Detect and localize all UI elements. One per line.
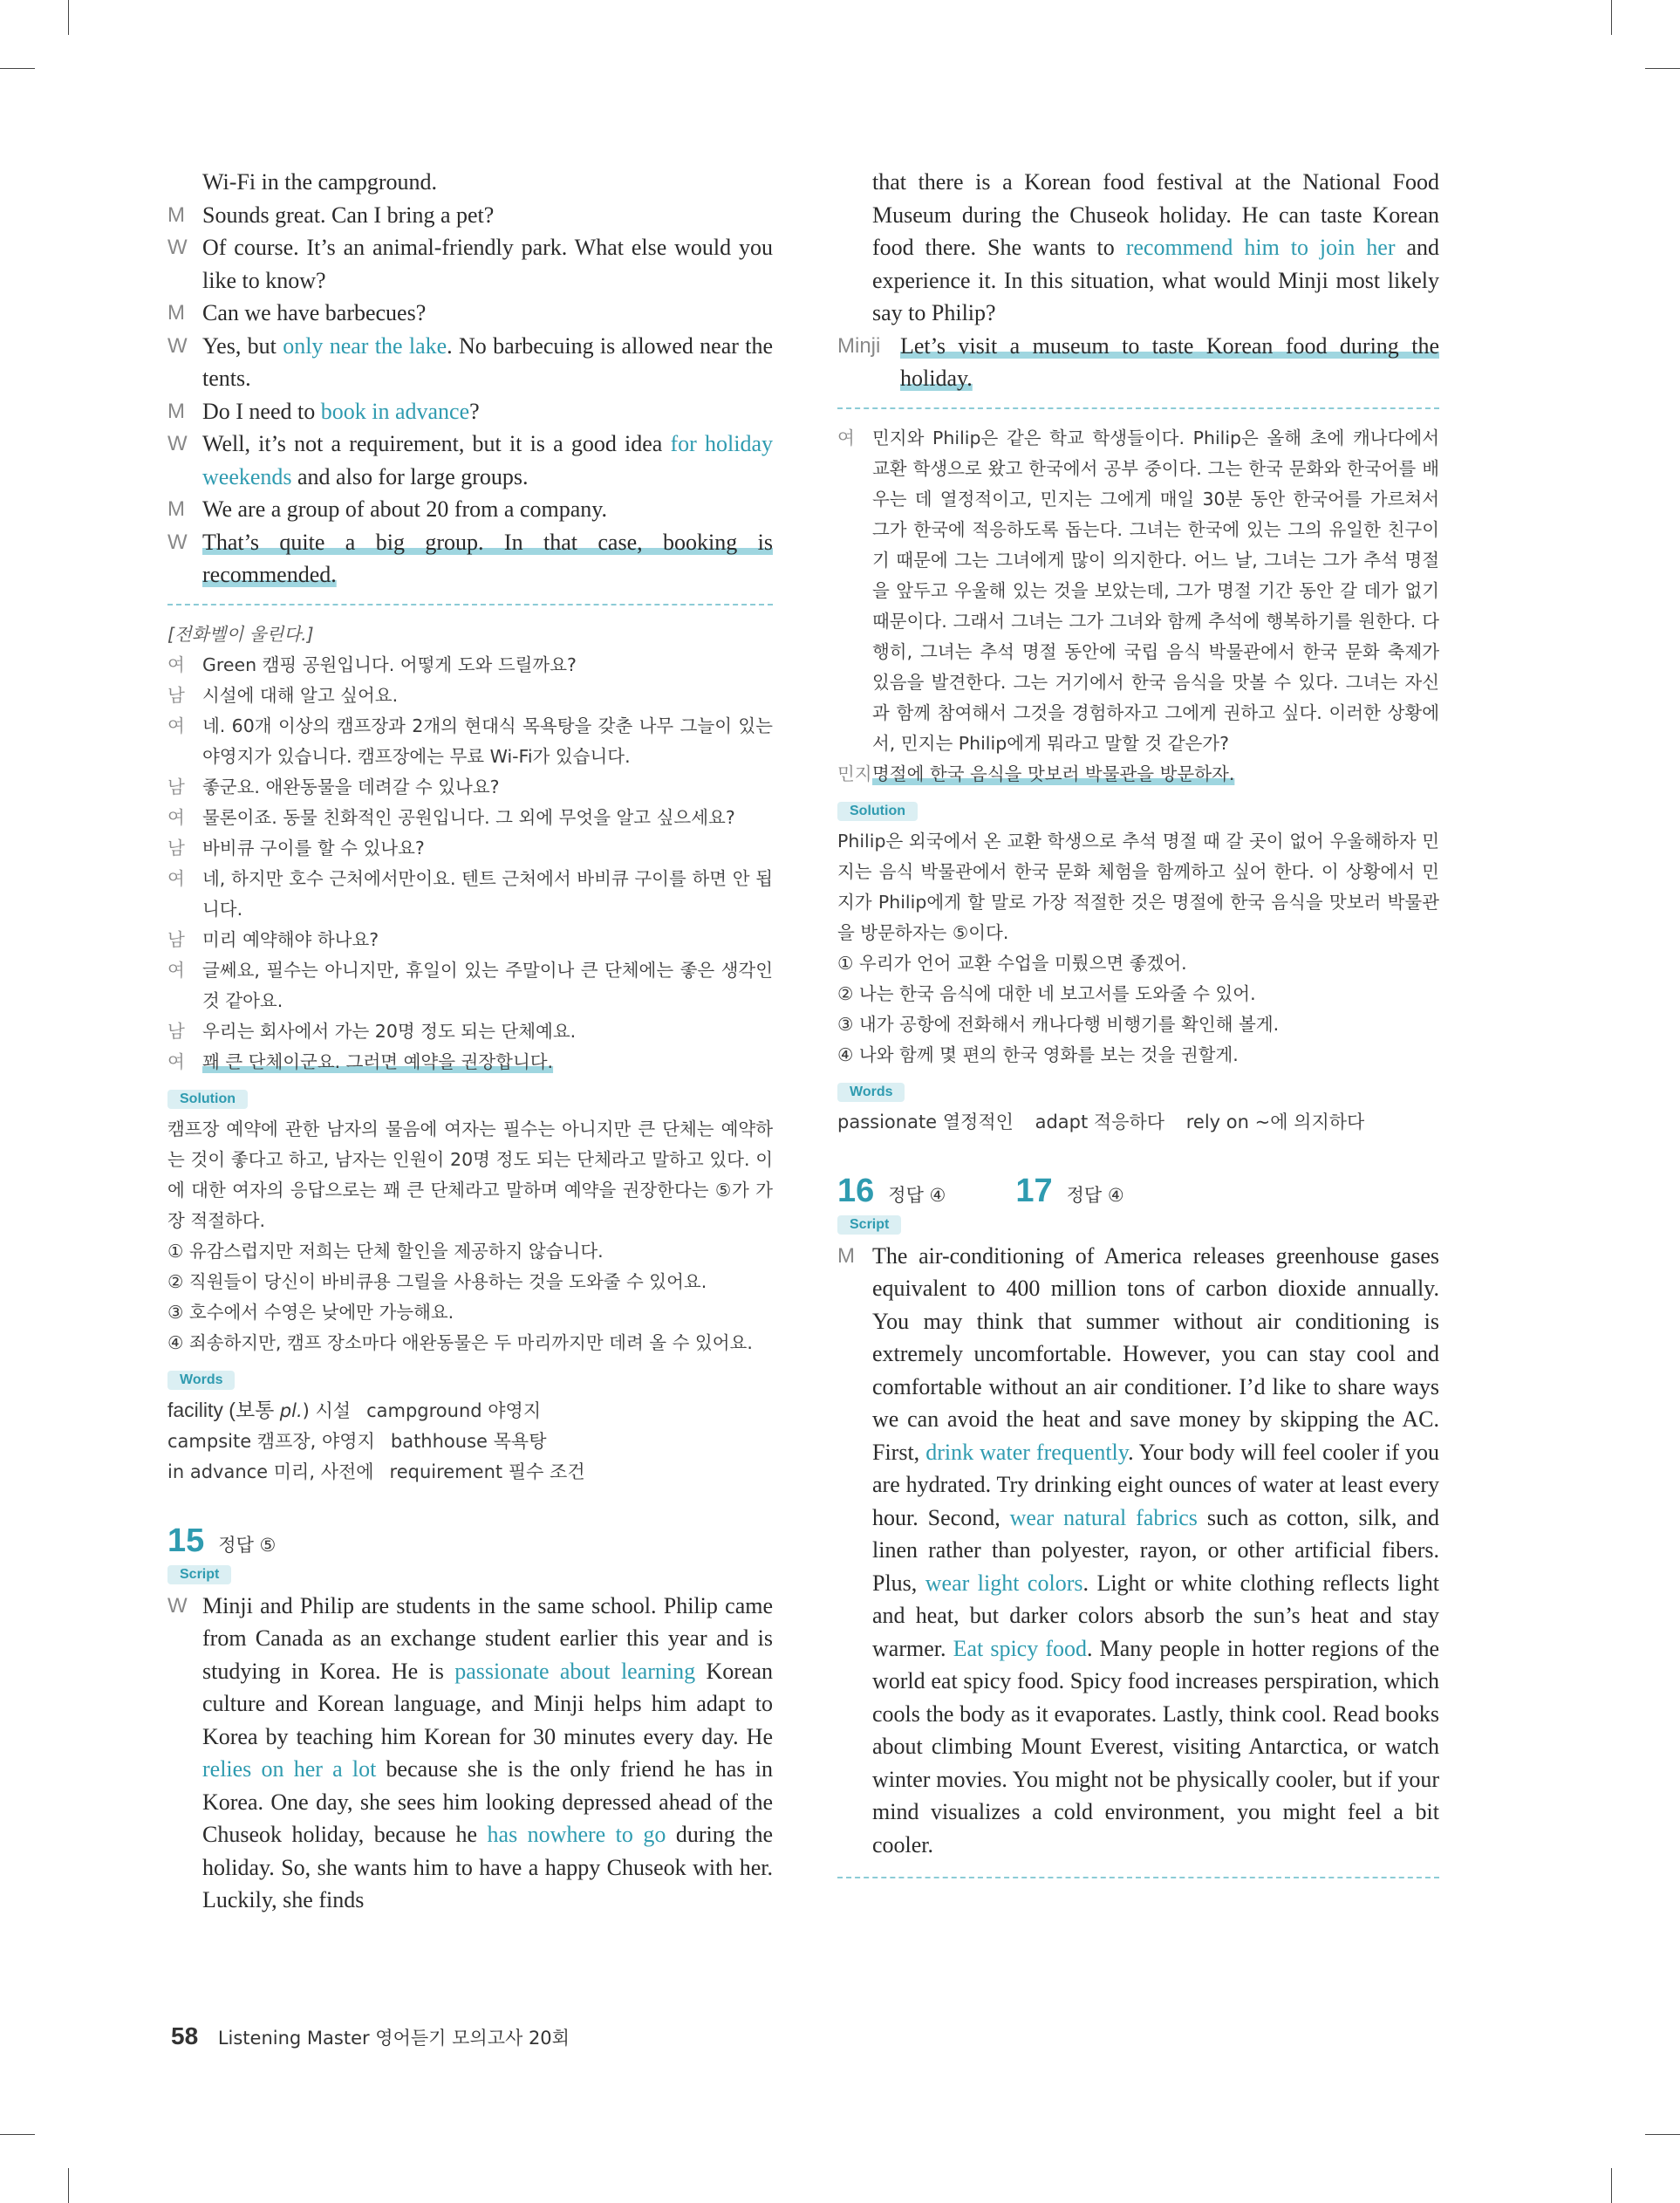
crop-mark [0,2134,35,2135]
script-15-continued [837,166,1439,330]
dialog-line [167,297,773,330]
dialog-line [167,231,773,297]
word-term: campsite 캠프장, 야영지 [167,1430,375,1452]
speaker-label: M [167,399,185,423]
speaker-label: W [167,530,188,554]
dialog-line [167,428,773,493]
script-16-text: The air-conditioning of America releases greenhouse gases equivalent to 400 million tons of carbon dioxide annually. You may think that summer without air conditioning is extremely uncomfortable. However, you can stay cool and comfortable without an air conditioner. I’d like to share ways we can avoid the heat and save money by skipping the AC. First, drink water frequently. Your body will feel cooler if you are hydrated. Try drinking eight ounces of water at least every hour. Second, wear natural fabrics such as cotton, silk, and linen rather than polyester, rayon, or other artificial fibers. Plus, wear light colors. Light or white clothing reflects light and heat, but darker colors absorb the sun’s heat and stay warmer. Eat spicy food. Many people in hotter regions of the world eat spicy food. Spicy food increases perspiration, which cools the body as it evaporates. Lastly, think cool. Read books about climbing Mount Everest, visiting Antarctica, or watch winter movies. You might not be physically cooler, but if your mind visualizes a cold environment, you might feel a bit cooler. [872,1242,1440,1857]
speaker-label: 남 [167,1020,185,1042]
speaker-label: 여 [167,1050,185,1072]
dialog-line [167,526,773,592]
question-16-17-header [837,1173,1439,1210]
word-term: rely on ~에 의지하다 [1185,1111,1365,1132]
translation-text: 우리는 회사에서 가는 20명 정도 되는 단체예요. [202,1020,577,1042]
translation-line [167,1016,773,1047]
translation-text: 미리 예약해야 하나요? [202,928,379,950]
translation-text: Green 캠핑 공원입니다. 어떻게 도와 드릴까요? [202,653,577,675]
key-phrase: wear natural fabrics [1009,1504,1198,1530]
translation-line [167,1047,773,1078]
dialog-text: Do I need to book in advance? [202,398,480,424]
dialog-text: Can we have barbecues? [202,300,427,325]
script-15-text: Minji and Philip are students in the same school. Philip came from Canada as an exchange student earlier this year and is studying in Korea. He is passionate about learning Korean culture and Korean language, and Minji helps him adapt to Korea by teaching him Korean for 30 minutes every day. He relies on her a lot because she is the only friend he has in Korea. One day, she sees him looking depressed ahead of the Chuseok holiday, because he has nowhere to go during the holiday. So, she wants him to have a happy Chuseok with her. Luckily, she finds [202,1592,773,1912]
dialog-text: We are a group of about 20 from a company. [202,496,608,522]
key-phrase: wear light colors [925,1570,1083,1596]
speaker-label: 여 [837,427,855,448]
word-term: ) 시설 [302,1399,352,1421]
speaker-label [167,166,202,199]
speaker-label: 여 [167,867,185,889]
words-row [167,1395,773,1426]
word-term: bathhouse 목욕탕 [390,1430,547,1452]
speaker-label: W [167,432,188,455]
option-item: ④ 나와 함께 몇 편의 한국 영화를 보는 것을 권할게. [837,1043,1239,1065]
translation-text: 민지와 Philip은 같은 학교 학생들이다. Philip은 올해 초에 캐나다에서 교환 학생으로 왔고 한국에서 공부 중이다. 그는 한국 문화와 한국어를 배우는 데 열정적이고, 민지는 그에게 매일 30분 동안 한국어를 가르쳐서 그가 한국에 적응하도록 돕는다. 그녀는 한국에 있는 그의 유일한 친구이기 때문에 그는 그녀에게 많이 의지한다. 어느 날, 그녀는 그가 추석 명절을 앞두고 우울해 있는 것을 보았는데, 그가 명절 기간 동안 갈 데가 없기 때문이다. 그래서 그녀는 그가 그녀와 함께 추석에 행복하기를 원한다. 다행히, 그녀는 추석 명절 동안에 국립 음식 박물관에서 한국 문화 축제가 있음을 발견한다. 그는 거기에서 한국 음식을 맛볼 수 있다. 그녀는 자신과 함께 참여해서 그것을 경험하자고 그에게 권하고 싶다. 이러한 상황에서, 민지는 Philip에게 뭐라고 말할 것 같은가? [872,427,1439,754]
answer-line: That’s quite a big group. In that case, booking is recommended. [202,529,773,587]
crop-mark [1611,2168,1612,2203]
key-phrase: relies on her a lot [202,1756,377,1782]
stage-direction: [전화벨이 울린다.] [167,623,314,645]
question-15-header [167,1522,773,1560]
key-phrase: Eat spicy food [953,1635,1087,1661]
translation-text [202,1047,773,1078]
translation-line [167,925,773,955]
crop-mark [68,0,69,35]
word-term: requirement 필수 조건 [389,1461,585,1482]
speaker-label: W [167,333,188,358]
translation-line [167,650,773,681]
dialog-line [167,493,773,526]
translation-text: 바비큐 구이를 할 수 있나요? [202,837,425,859]
solution-14: 캠프장 예약에 관한 남자의 물음에 여자는 필수는 아니지만 큰 단체는 예약하는 것이 좋다고 하고, 남자는 인원이 20명 정도 되는 단체라고 말하고 있다. 이에 대한 여자의 응답으로는 꽤 큰 단체라고 말하며 예약을 권장한다는 ⑤가 가장 적절하다. [167,1118,773,1231]
question-number: 15 [167,1522,205,1559]
speaker-label: M [167,301,185,325]
dialog-text: Of course. It’s an animal-friendly park. What else would you like to know? [202,235,773,293]
speaker-label: 여 [167,715,185,736]
key-phrase: has nowhere to go [487,1822,666,1847]
words-row [167,1426,773,1457]
key-phrase: only near the lake [283,332,447,359]
dashed-divider [167,604,773,605]
speaker-label: M [837,1243,855,1268]
book-title: Listening Master 영어듣기 모의고사 20회 [217,2028,570,2049]
script-15 [167,1590,773,1917]
speaker-label: Minji [837,333,881,358]
korean-minji-line [837,759,1439,790]
word-term: campground 야영지 [366,1399,542,1421]
dialog-line [167,330,773,395]
crop-mark [1611,0,1612,35]
translation-line [167,772,773,803]
speaker-label: 여 [167,959,185,981]
word-term: passionate 열정적인 [837,1111,1014,1132]
dialog-text: Wi-Fi in the campground. [202,169,438,195]
right-column [837,166,1439,1892]
question-number: 16 [837,1172,875,1209]
speaker-label: 여 [167,806,185,828]
speaker-label: 민지 [837,763,872,784]
script-16 [837,1240,1439,1862]
options-14 [167,1236,773,1358]
key-phrase: recommend him to join her [1125,235,1396,260]
translation-text: 물론이죠. 동물 친화적인 공원입니다. 그 외에 무엇을 알고 싶으세요? [202,806,735,828]
left-column [167,166,773,1917]
dialog-text: Sounds great. Can I bring a pet? [202,202,495,228]
words-14 [167,1395,773,1488]
speaker-label: 남 [167,837,185,859]
dialog-14 [167,166,773,592]
translation-line [167,711,773,772]
translation-text: 네, 하지만 호수 근처에서만이요. 텐트 근처에서 바비큐 구이를 하면 안 됩니다. [202,867,773,920]
dialog-line [167,395,773,428]
crop-mark [0,68,35,69]
key-phrase: for holiday weekends [202,431,773,489]
korean-translation-15 [837,423,1439,759]
key-phrase: passionate about learning [454,1658,696,1684]
crop-mark [1645,2134,1680,2135]
option-item: ② 나는 한국 음식에 대한 네 보고서를 도와줄 수 있어. [837,982,1256,1004]
dialog-text: Well, it’s not a requirement, but it is a good idea for holiday weekends and also for large groups. [202,431,773,489]
speaker-label: 남 [167,928,185,950]
answer-label: 정답 ④ [1066,1184,1124,1206]
page-footer [171,2022,570,2050]
words-row [167,1457,773,1488]
dashed-divider [837,407,1439,409]
translation-line [167,803,773,833]
speaker-label: W [167,236,188,259]
dashed-divider [837,1877,1439,1878]
crop-mark [68,2168,69,2203]
dialog-text: Yes, but only near the lake. No barbecuing is allowed near the tents. [202,332,773,391]
korean-translation-14 [167,650,773,1078]
dialog-text [202,526,773,592]
word-abbrev: pl. [279,1399,303,1421]
script-tag: Script [837,1215,901,1235]
translation-line [167,955,773,1016]
word-term: facility (보통 [167,1398,280,1421]
speaker-label: M [167,202,185,227]
dialog-line [167,199,773,232]
speaker-label: 남 [167,776,185,797]
word-term: adapt 적응하다 [1035,1111,1165,1132]
dialog-line [167,166,773,199]
speaker-label: 여 [167,653,185,675]
answer-label: 정답 ④ [888,1184,946,1206]
speaker-label [837,166,872,330]
answer-label: 정답 ⑤ [218,1534,277,1556]
key-phrase: drink water frequently [925,1439,1129,1465]
speaker-label: M [167,497,185,521]
option-item: ① 유감스럽지만 저희는 단체 할인을 제공하지 않습니다. [167,1240,604,1262]
crop-mark [1645,68,1680,69]
answer-line: 꽤 큰 단체이군요. 그러면 예약을 권장합니다. [202,1050,554,1072]
speaker-label: 남 [167,684,185,706]
script-15-cont-text: that there is a Korean food festival at the National Food Museum during the Chuseok holiday. He can taste Korean food there. She wants to recommend him to join her and experience it. In this situation, what would Minji most likely say to Philip? [872,169,1439,325]
translation-line [167,681,773,711]
solution-tag: Solution [837,802,918,821]
translation-text: 네. 60개 이상의 캠프장과 2개의 현대식 목욕탕을 갖춘 나무 그늘이 있는 야영지가 있습니다. 캠프장에는 무료 Wi-Fi가 있습니다. [202,715,773,767]
speaker-label: W [167,1593,188,1618]
word-term: in advance 미리, 사전에 [167,1461,374,1482]
translation-text: 좋군요. 애완동물을 데려갈 수 있나요? [202,776,500,797]
translation-line [167,833,773,864]
script-tag: Script [167,1565,231,1584]
option-item: ④ 죄송하지만, 캠프 장소마다 애완동물은 두 마리까지만 데려 올 수 있어요. [167,1331,753,1353]
page-number: 58 [171,2022,199,2049]
option-item: ② 직원들이 당신이 바비큐용 그릴을 사용하는 것을 도와줄 수 있어요. [167,1270,707,1292]
solution-15: Philip은 외국에서 온 교환 학생으로 추석 명절 때 갈 곳이 없어 우울해하자 민지는 음식 박물관에서 한국 문화 체험을 함께하고 싶어 한다. 이 상황에서 민지가 Philip에게 할 말로 가장 적절한 것은 명절에 한국 음식을 맛보러 박물관을 방문하자는 ⑤이다. [837,830,1439,943]
question-number: 17 [1015,1172,1053,1209]
translation-line [167,864,773,925]
minji-line [837,330,1439,395]
translation-text: 글쎄요, 필수는 아니지만, 휴일이 있는 주말이나 큰 단체에는 좋은 생각인 것 같아요. [202,959,773,1011]
option-item: ① 우리가 언어 교환 수업을 미뤘으면 좋겠어. [837,952,1187,974]
words-tag: Words [837,1083,905,1102]
translation-text: 시설에 대해 알고 싶어요. [202,684,399,706]
words-tag: Words [167,1371,235,1390]
options-15 [837,948,1439,1071]
solution-tag: Solution [167,1090,248,1109]
answer-line: Let’s visit a museum to taste Korean food during the holiday. [900,332,1439,391]
option-item: ③ 호수에서 수영은 낮에만 가능해요. [167,1301,454,1323]
answer-line: 명절에 한국 음식을 맛보러 박물관을 방문하자. [872,763,1235,784]
words-15 [837,1107,1439,1138]
key-phrase: book in advance [320,398,470,424]
option-item: ③ 내가 공항에 전화해서 캐나다행 비행기를 확인해 볼게. [837,1013,1280,1035]
